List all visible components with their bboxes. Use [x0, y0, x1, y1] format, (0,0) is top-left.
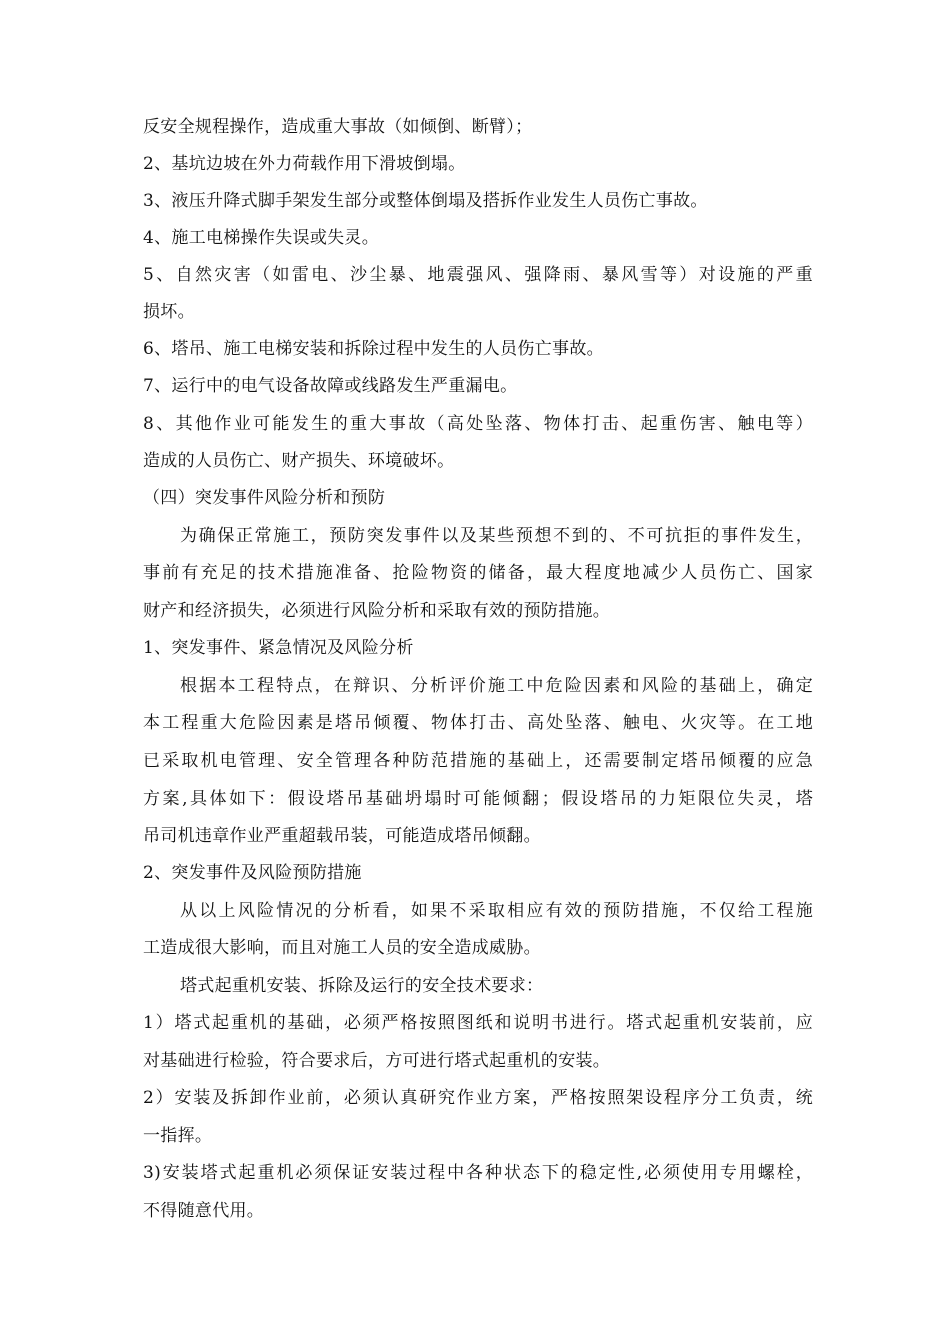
text-line: 吊司机违章作业严重超载吊装，可能造成塔吊倾翻。 [143, 826, 541, 846]
text-line: 对基础进行检验，符合要求后，方可进行塔式起重机的安装。 [143, 1051, 611, 1071]
text-line: 7、运行中的电气设备故障或线路发生严重漏电。 [143, 376, 518, 396]
subsection-heading: 2、突发事件及风险预防措施 [143, 863, 362, 883]
text-line: 不得随意代用。 [143, 1201, 265, 1221]
text-line: 1）塔式起重机的基础，必须严格按照图纸和说明书进行。塔式起重机安装前，应 [143, 1013, 813, 1033]
text-line: 反安全规程操作，造成重大事故（如倾倒、断臂）； [143, 117, 533, 137]
text-line: 方案,具体如下：假设塔吊基础坍塌时可能倾翻；假设塔吊的力矩限位失灵，塔 [143, 789, 813, 809]
text-line: 4、施工电梯操作失误或失灵。 [143, 228, 380, 248]
text-line: 造成的人员伤亡、财产损失、环境破坏。 [143, 451, 455, 471]
text-line: 根据本工程特点，在辩识、分析评价施工中危险因素和风险的基础上，确定 [180, 676, 813, 696]
text-line: 3)安装塔式起重机必须保证安装过程中各种状态下的稳定性,必须使用专用螺栓， [143, 1163, 813, 1183]
section-heading: （四）突发事件风险分析和预防 [143, 488, 386, 508]
text-line: 5、自然灾害（如雷电、沙尘暴、地震强风、强降雨、暴风雪等）对设施的严重 [143, 265, 813, 285]
text-line: 本工程重大危险因素是塔吊倾覆、物体打击、高处坠落、触电、火灾等。在工地 [143, 713, 813, 733]
text-line: 3、液压升降式脚手架发生部分或整体倒塌及搭拆作业发生人员伤亡事故。 [143, 191, 708, 211]
text-line: 2）安装及拆卸作业前，必须认真研究作业方案，严格按照架设程序分工负责，统 [143, 1088, 813, 1108]
text-line: 一指挥。 [143, 1126, 213, 1146]
text-line: 2、基坑边坡在外力荷载作用下滑坡倒塌。 [143, 154, 466, 174]
text-line: 8、其他作业可能发生的重大事故（高处坠落、物体打击、起重伤害、触电等） [143, 414, 813, 434]
text-line: 损坏。 [143, 302, 195, 322]
text-line: 从以上风险情况的分析看，如果不采取相应有效的预防措施，不仅给工程施 [180, 901, 813, 921]
text-line: 塔式起重机安装、拆除及运行的安全技术要求： [180, 976, 544, 996]
text-line: 为确保正常施工，预防突发事件以及某些预想不到的、不可抗拒的事件发生， [180, 526, 813, 546]
text-line: 已采取机电管理、安全管理各种防范措施的基础上，还需要制定塔吊倾覆的应急 [143, 751, 813, 771]
text-line: 工造成很大影响，而且对施工人员的安全造成威胁。 [143, 938, 541, 958]
text-line: 6、塔吊、施工电梯安装和拆除过程中发生的人员伤亡事故。 [143, 339, 604, 359]
subsection-heading: 1、突发事件、紧急情况及风险分析 [143, 638, 414, 658]
text-line: 财产和经济损失，必须进行风险分析和采取有效的预防措施。 [143, 601, 611, 621]
text-line: 事前有充足的技术措施准备、抢险物资的储备，最大程度地减少人员伤亡、国家 [143, 563, 813, 583]
